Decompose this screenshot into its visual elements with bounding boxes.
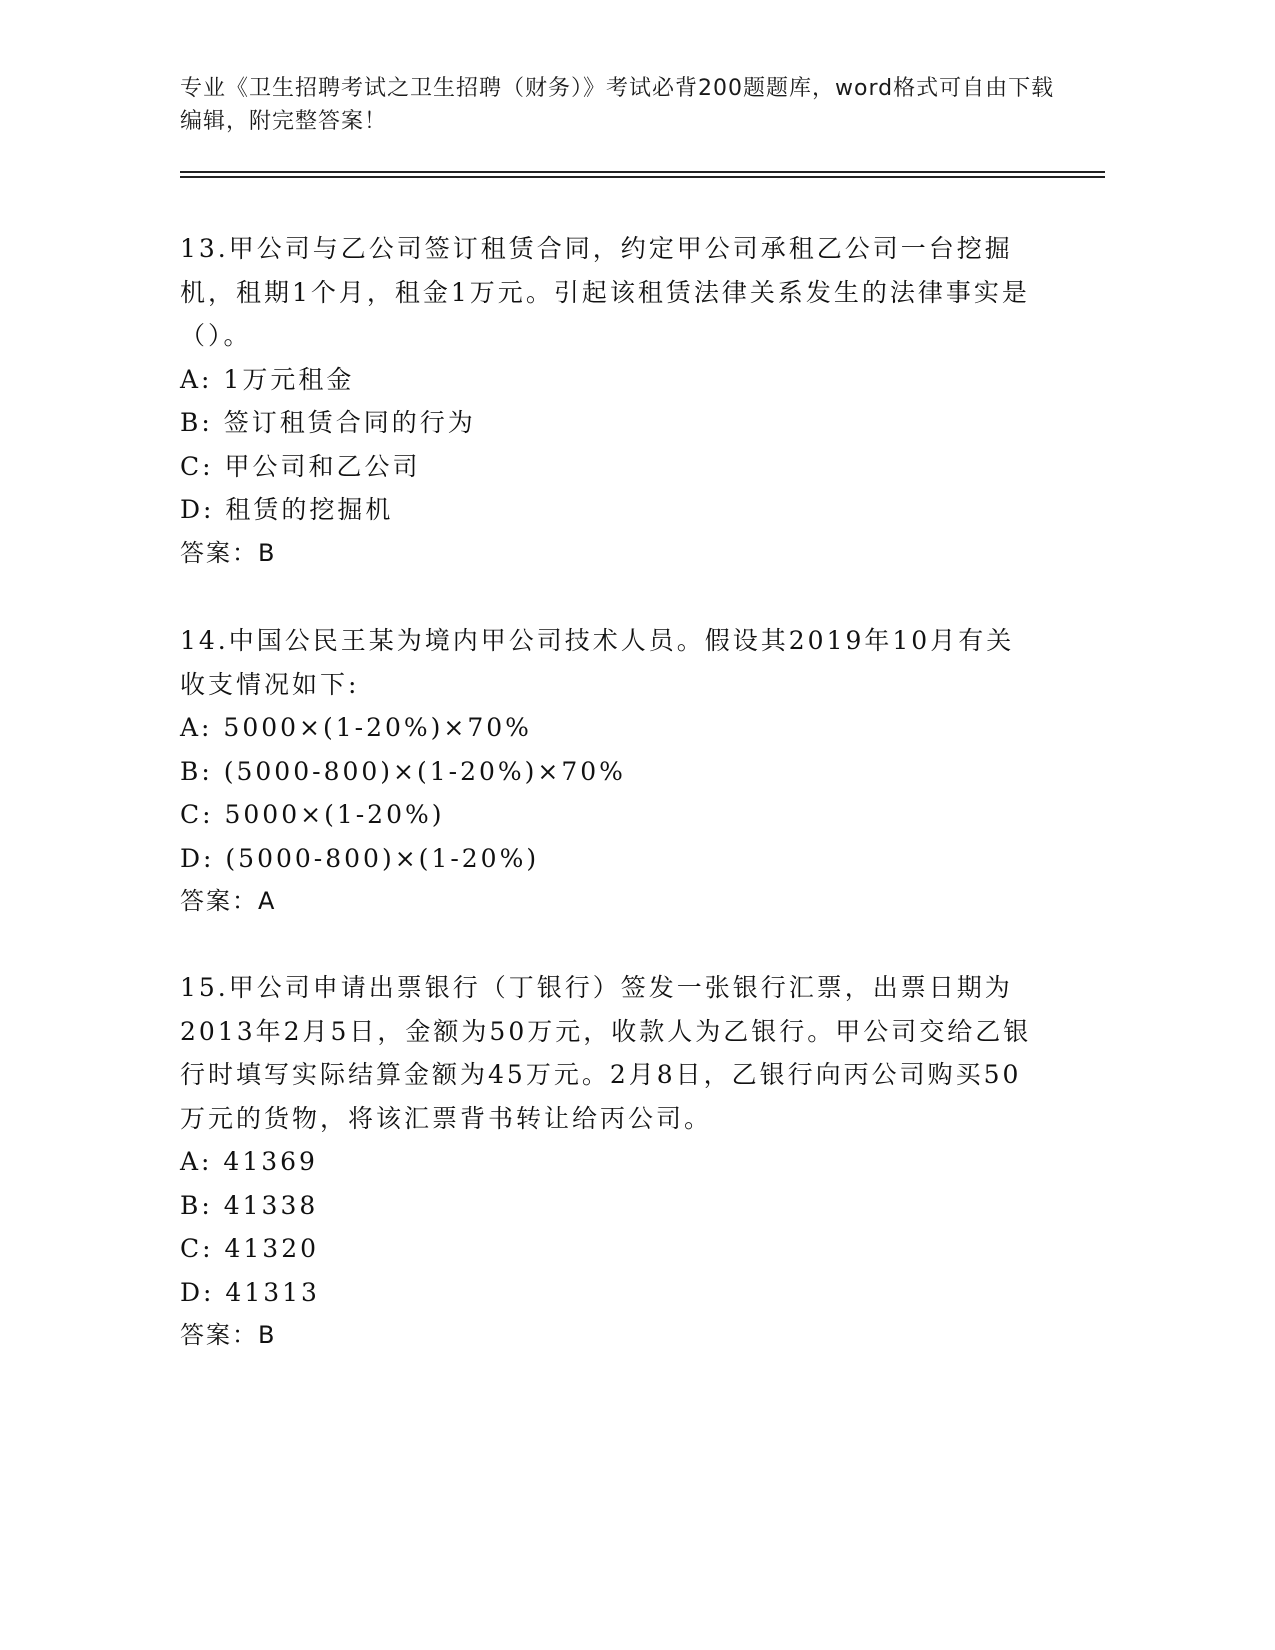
answer: 答案：A xyxy=(180,887,277,915)
question-15 xyxy=(180,966,1040,1358)
question-stem: 15.甲公司申请出票银行（丁银行）签发一张银行汇票，出票日期为2013年2月5日，金额为50万元，收款人为乙银行。甲公司交给乙银行时填写实际结算金额为45万元。2月8日，乙银行向丙公司购买50万元的货物，将该汇票背书转让给丙公司。 xyxy=(180,973,1032,1133)
option-a: A: 41369 xyxy=(180,1147,318,1176)
document-header: 专业《卫生招聘考试之卫生招聘（财务）》考试必背200题题库，word格式可自由下载编辑，附完整答案！ xyxy=(180,76,1055,134)
option-c: C: 甲公司和乙公司 xyxy=(180,451,421,481)
option-c: C: 5000×(1-20%) xyxy=(180,800,445,829)
option-d: D: 41313 xyxy=(180,1277,320,1307)
question-stem: 13.甲公司与乙公司签订租赁合同，约定甲公司承租乙公司一台挖掘机，租期1个月，租金1万元。引起该租赁法律关系发生的法律事实是（）。 xyxy=(180,234,1030,350)
option-a: A: 1万元租金 xyxy=(180,364,355,394)
header-divider-bottom xyxy=(180,176,1105,178)
option-b: B: 41338 xyxy=(180,1190,319,1220)
question-stem: 14.中国公民王某为境内甲公司技术人员。假设其2019年10月有关收支情况如下: xyxy=(180,626,1015,699)
option-c: C: 41320 xyxy=(180,1234,320,1263)
option-b: B: (5000-800)×(1-20%)×70% xyxy=(180,756,626,786)
header-divider-top xyxy=(180,171,1105,173)
option-b: B: 签订租赁合同的行为 xyxy=(180,408,476,437)
question-13 xyxy=(180,227,1040,575)
question-14 xyxy=(180,619,1040,924)
answer: 答案：B xyxy=(180,1321,277,1349)
answer: 答案：B xyxy=(180,538,277,567)
option-d: D: 租赁的挖掘机 xyxy=(180,495,394,524)
option-d: D: (5000-800)×(1-20%) xyxy=(180,843,540,873)
option-a: A: 5000×(1-20%)×70% xyxy=(180,713,532,742)
